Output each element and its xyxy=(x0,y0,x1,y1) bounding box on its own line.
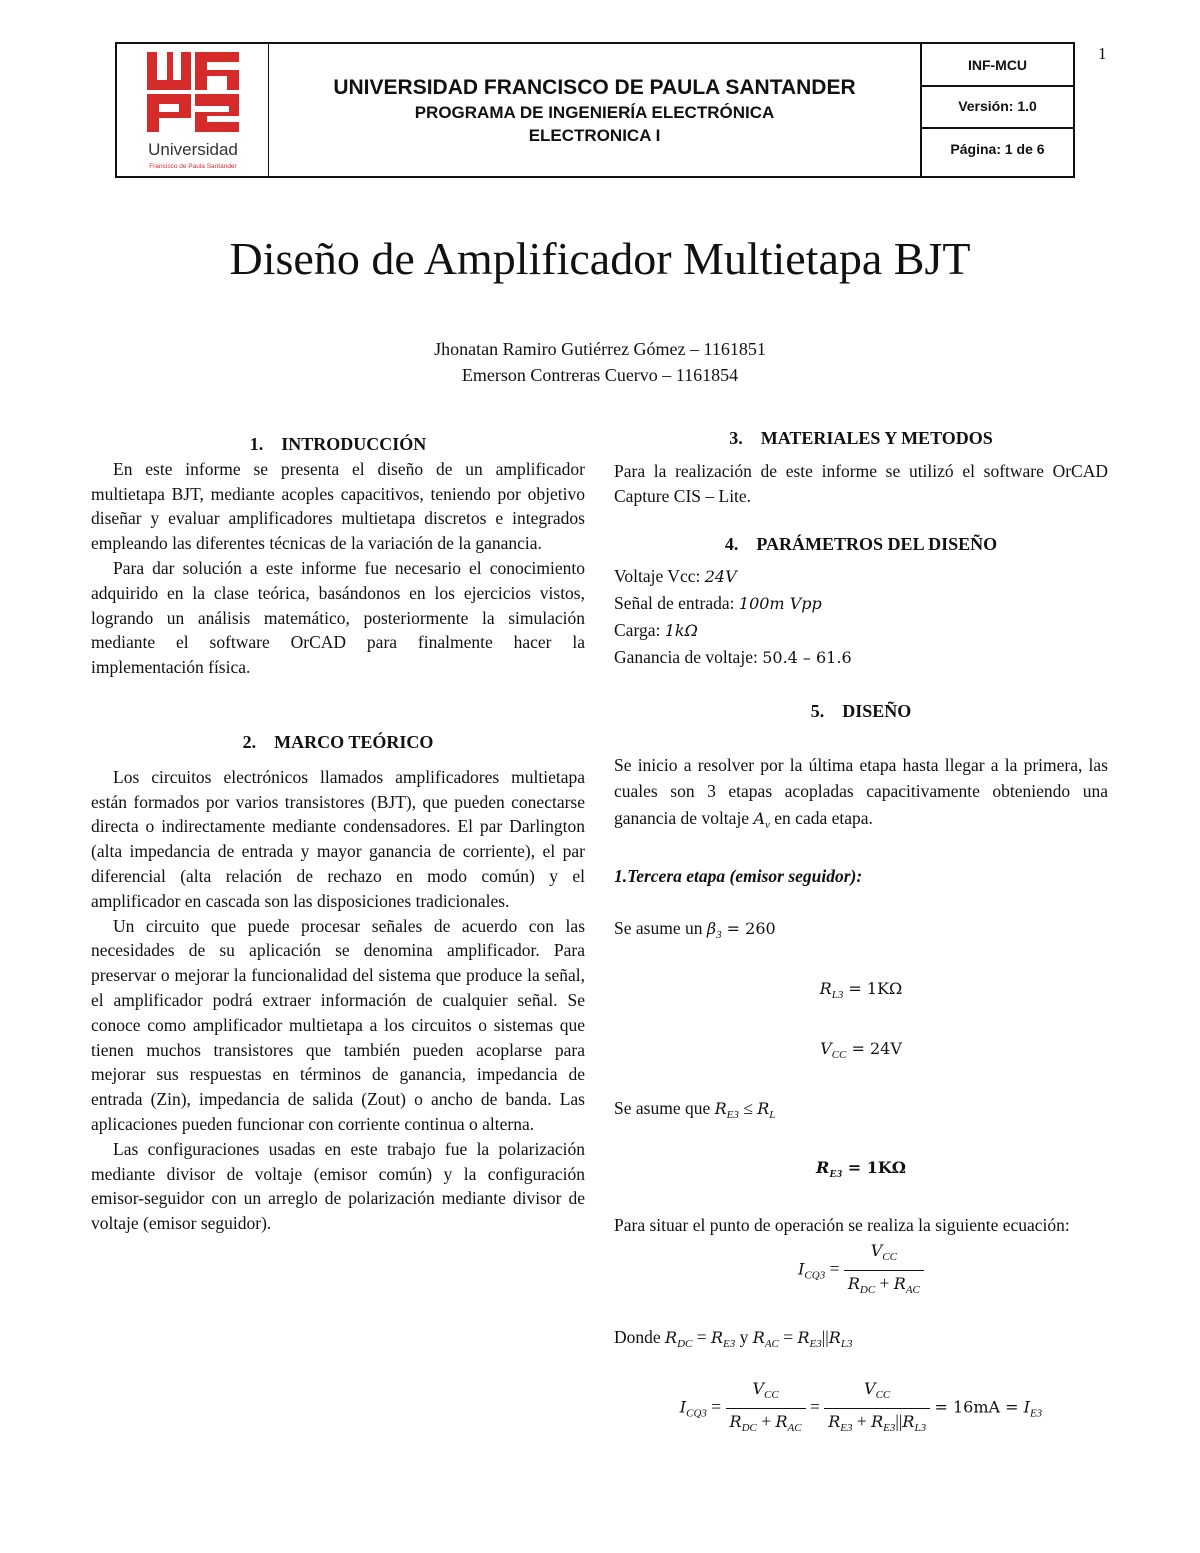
author-2: Emerson Contreras Cuervo – 1161854 xyxy=(461,365,739,385)
author-1: Jhonatan Ramiro Gutiérrez Gómez – 1161851 xyxy=(434,339,766,359)
document-version: Versión: 1.0 xyxy=(922,87,1073,129)
equation-icq3-result: $I_{CQ3}$ = $\frac{V_{CC}}{R_{DC} + R_{AC}}$ = $\frac{V_{CC}}{R_{E3} + R_{E3}||R_{L3}}$ = $16mA = I_{E3}$ xyxy=(614,1376,1108,1441)
param-gain: Ganancia de voltaje: 50.4 – 61.6 xyxy=(614,647,852,668)
materiales-paragraph: Para la realización de este informe se utilizó el software OrCAD Capture CIS – Lite. xyxy=(614,460,1108,506)
university-logo xyxy=(117,44,269,176)
logo-university-text: Universidad xyxy=(148,140,238,159)
diseno-paragraph-1: Se inicio a resolver por la última etapa hasta llegar a la primera, las cuales son 3 etapas acopladas capacitivamente obteniendo una ganancia de voltaje $A_v$ en cada etapa. xyxy=(614,754,1108,831)
document-code: INF-MCU xyxy=(922,44,1073,87)
right-column xyxy=(614,426,1108,1441)
logo-subtext: Francisco de Paula Santander xyxy=(149,163,237,170)
donde-definitions: Donde $R_{DC} = R_{E3}$ y $R_{AC} = R_{E3}||R_{L3}$ xyxy=(614,1326,853,1350)
assume-re3: Se asume que $R_{E3} \le R_L$ xyxy=(614,1097,776,1121)
param-load: Carga: 1kΩ xyxy=(614,620,698,641)
assume-beta: Se asume un $\beta_3 = 260$ xyxy=(614,918,776,942)
ufps-logo-icon xyxy=(117,44,267,176)
marco-paragraph-2: Un circuito que puede procesar señales de acuerdo con las necesidades de su aplicación se denomina amplificador. Para preservar o mejorar la funcionalidad del sistema que produce la señal, el amplificador podrá extraer información de cualquier señal. Se conoce como amplificador multietapa a los circuitos o sistemas que tienen muchos transistores que también pueden acoplarse para mejorar sus respuestas en términos de ganancia, impedancia de entrada (Zin), impedancia de salida (Zout) o ancho de banda. Las aplicaciones pueden funcionar con corriente continua o alterna. xyxy=(91,915,585,1134)
subsection-tercera-etapa: 1.Tercera etapa (emisor seguidor): xyxy=(614,866,863,887)
intro-paragraph-1: En este informe se presenta el diseño de un amplificador multietapa BJT, mediante acoples capacitivos, teniendo por objetivo diseñar y evaluar amplificadores multietapa discretos e integrados empleando las diferentes técnicas de la variación de la ganancia. xyxy=(91,458,585,554)
section-heading-diseno: 5. DISEÑO xyxy=(810,701,912,722)
document-page: Página: 1 de 6 xyxy=(950,141,1045,157)
document-header-table xyxy=(115,42,1075,178)
authors xyxy=(0,336,1200,388)
marco-paragraph-3: Las configuraciones usadas en este trabajo fue la polarización mediante divisor de voltaje (emisor común) y la configuración emisor-seguidor con un arreglo de polarización mediante divisor de voltaje (emisor seguidor). xyxy=(91,1138,585,1234)
intro-paragraph-2: Para dar solución a este informe fue necesario el conocimiento adquirido en la clase teórica, basándonos en los ejercicios vistos, logrando un análisis matemático, posteriormente la simulación mediante el software OrCAD para finalmente hacer la implementación física. xyxy=(91,557,585,678)
course-name: ELECTRONICA I xyxy=(528,126,661,145)
equation-vcc: $V_{CC} = 24V$ xyxy=(820,1038,902,1061)
document-title: Diseño de Amplificador Multietapa BJT xyxy=(229,233,971,284)
equation-icq3-formula: $I_{CQ3}$ = $\frac{V_{CC}}{R_{DC} + R_{AC}}$ xyxy=(614,1238,1108,1303)
section-heading-intro: 1. INTRODUCCIÓN xyxy=(249,434,427,454)
section-heading-parametros: 4. PARÁMETROS DEL DISEÑO xyxy=(724,534,998,555)
program-name: PROGRAMA DE INGENIERÍA ELECTRÓNICA xyxy=(414,103,775,122)
section-heading-marco: 2. MARCO TEÓRICO xyxy=(242,731,434,752)
operating-point-paragraph: Para situar el punto de operación se realiza la siguiente ecuación: xyxy=(614,1215,1070,1236)
header-meta-cell xyxy=(922,44,1073,176)
section-heading-materiales: 3. MATERIALES Y METODOS xyxy=(729,428,993,448)
left-column xyxy=(91,432,585,1236)
page-number: 1 xyxy=(1098,44,1107,63)
header-title-cell xyxy=(269,44,922,176)
university-name: UNIVERSIDAD FRANCISCO DE PAULA SANTANDER xyxy=(333,76,856,99)
equation-re3: $R_{E3} = 1K\Omega$ xyxy=(816,1158,906,1181)
param-signal: Señal de entrada: 100m Vpp xyxy=(614,593,822,614)
equation-rl3: $R_{L3} = 1K\Omega$ xyxy=(819,979,903,1002)
param-vcc: Voltaje Vcc: 24V xyxy=(614,566,737,587)
marco-paragraph-1: Los circuitos electrónicos llamados amplificadores multietapa están formados por varios transistores (BJT), que pueden conectarse directa o indirectamente mediante condensadores. El par Darlington (alta impedancia de entrada y mayor ganancia de corriente), el par diferencial (alta relación de rechazo en modo común) y el amplificador en cascada son las disposiciones tradicionales. xyxy=(91,766,585,911)
